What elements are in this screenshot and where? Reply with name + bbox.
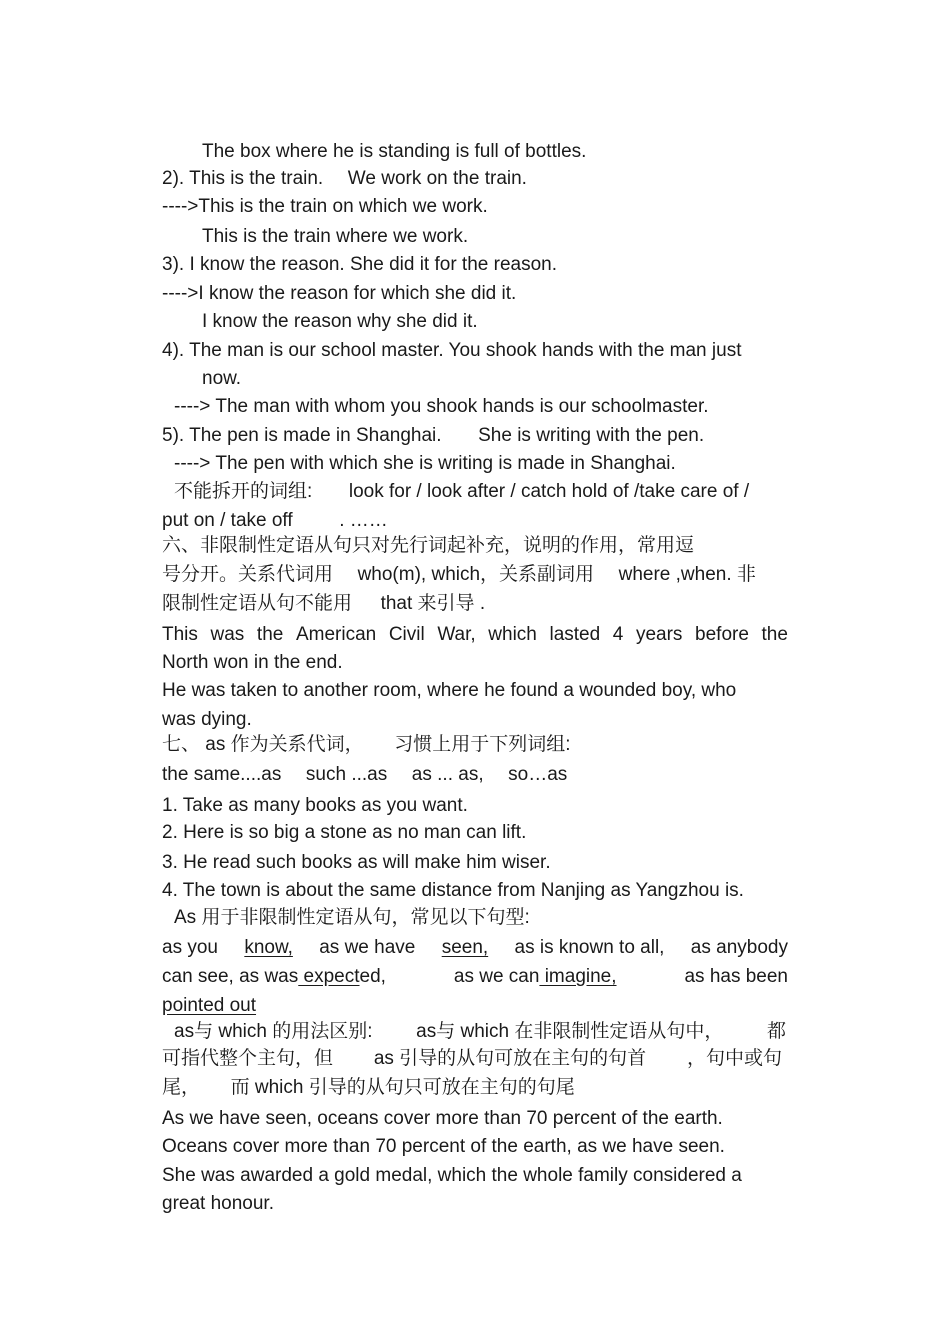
text-span: that 来引导 . — [380, 593, 486, 614]
text-line — [162, 763, 567, 787]
word: War, — [437, 624, 476, 645]
text-line: 3). I know the reason. She did it for the reason. — [162, 254, 558, 275]
word: the — [761, 624, 788, 645]
text-line: She was awarded a gold medal, which the whole family considered a — [162, 1165, 742, 1186]
text-span: 都 — [766, 1021, 786, 1042]
text-span: 而 which 引导的从句只可放在主句的句尾 — [230, 1077, 575, 1098]
text-span: where ,when. 非 — [618, 564, 756, 585]
text-line: great honour. — [162, 1193, 274, 1214]
text-span: ，句中或句 — [686, 1048, 782, 1069]
word: American — [295, 624, 377, 645]
text-line — [162, 424, 704, 448]
text-span: as 引导的从句可放在主句的句首 — [373, 1048, 647, 1069]
text-span: 尾， — [162, 1077, 201, 1098]
text-line — [162, 1076, 575, 1100]
text-span: put on / take off — [162, 510, 293, 531]
text-line: 4). The man is our school master. You shook hands with the man just — [162, 340, 742, 361]
text-line: ----> The pen with which she is writing is made in Shanghai. — [174, 453, 676, 474]
text-line: The box where he is standing is full of bottles. — [202, 141, 587, 162]
text-group — [454, 965, 617, 989]
text-span: as we can — [453, 966, 540, 987]
text-line: This is the train where we work. — [202, 226, 469, 247]
text-line: now. — [202, 368, 242, 389]
justified-line — [162, 936, 788, 960]
text-span: 号分开。关系代词用 — [162, 564, 334, 585]
text-line — [174, 480, 749, 504]
word: lasted — [549, 624, 601, 645]
justified-line — [162, 965, 788, 989]
text-line — [174, 1020, 786, 1044]
text-span: as you — [162, 937, 218, 958]
justified-line — [162, 623, 788, 647]
text-span: can see, as was — [162, 966, 299, 987]
word: This — [162, 624, 198, 645]
text-span: as we have — [319, 937, 416, 958]
text-line: I know the reason why she did it. — [202, 311, 478, 332]
text-span: ed, — [359, 966, 386, 987]
text-span: 不能拆开的词组: — [174, 481, 313, 502]
text-span: as anybody — [690, 937, 788, 958]
text-span: 习惯上用于下列词组: — [394, 734, 571, 755]
text-span: 2). This is the train. — [162, 168, 324, 189]
word: 4 — [612, 624, 624, 645]
list-item: 4. The town is about the same distance from Nanjing as Yangzhou is. — [162, 880, 744, 901]
text-line: ----> The man with whom you shook hands is our schoolmaster. — [174, 396, 709, 417]
text-line: As 用于非限制性定语从句，常见以下句型: — [174, 907, 530, 928]
text-line: As we have seen, oceans cover more than 70 percent of the earth. — [162, 1108, 723, 1129]
text-line: ---->This is the train on which we work. — [162, 196, 488, 217]
text-span: as ... as, — [411, 764, 484, 785]
text-line — [162, 563, 756, 587]
text-span: as与 which 的用法区别: — [174, 1021, 373, 1042]
text-span: 5). The pen is made in Shanghai. — [162, 425, 442, 446]
text-span: . …… — [339, 510, 388, 531]
text-span: as与 which 在非限制性定语从句中， — [416, 1021, 724, 1042]
word: Civil — [388, 624, 425, 645]
word: years — [635, 624, 683, 645]
text-span: who(m), which，关系副词用 — [357, 564, 595, 585]
word: the — [256, 624, 284, 645]
text-span: so…as — [508, 764, 568, 785]
text-span: such ...as — [305, 764, 388, 785]
text-span: We work on the train. — [347, 168, 527, 189]
text-line — [162, 592, 485, 616]
text-span: as has been — [684, 966, 788, 987]
text-line: Oceans cover more than 70 percent of the earth, as we have seen. — [162, 1136, 725, 1157]
text-line: was dying. — [162, 709, 252, 730]
text-span: look for / look after / catch hold of /take care of / — [348, 481, 750, 502]
text-line: He was taken to another room, where he found a wounded boy, who — [162, 680, 737, 701]
underlined-text: imagine, — [539, 966, 617, 987]
list-item: 2. Here is so big a stone as no man can lift. — [162, 822, 527, 843]
list-item: 3. He read such books as will make him wiser. — [162, 852, 551, 873]
text-line: North won in the end. — [162, 652, 343, 673]
text-line — [162, 509, 388, 533]
text-span: the same....as — [162, 764, 282, 785]
text-span: She is writing with the pen. — [478, 425, 705, 446]
list-item: 1. Take as many books as you want. — [162, 795, 468, 816]
text-line — [162, 733, 570, 757]
word: which — [488, 624, 537, 645]
word: was — [210, 624, 245, 645]
text-line: 六、非限制性定语从句只对先行词起补充，说明的作用，常用逗 — [162, 535, 695, 556]
underlined-text: pointed out — [162, 995, 257, 1016]
text-group — [162, 965, 386, 989]
underlined-text: know, — [244, 937, 293, 958]
underlined-text: expect — [298, 966, 360, 987]
text-line — [162, 1047, 782, 1071]
text-line — [162, 167, 527, 191]
text-span: as is known to all, — [514, 937, 665, 958]
text-span: 限制性定语从句不能用 — [162, 593, 353, 614]
underlined-text: seen, — [441, 937, 489, 958]
text-span: 七、 as 作为关系代词， — [162, 734, 364, 755]
text-span: 可指代整个主句，但 — [162, 1048, 334, 1069]
text-line: ---->I know the reason for which she did it. — [162, 283, 517, 304]
word: before — [695, 624, 749, 645]
